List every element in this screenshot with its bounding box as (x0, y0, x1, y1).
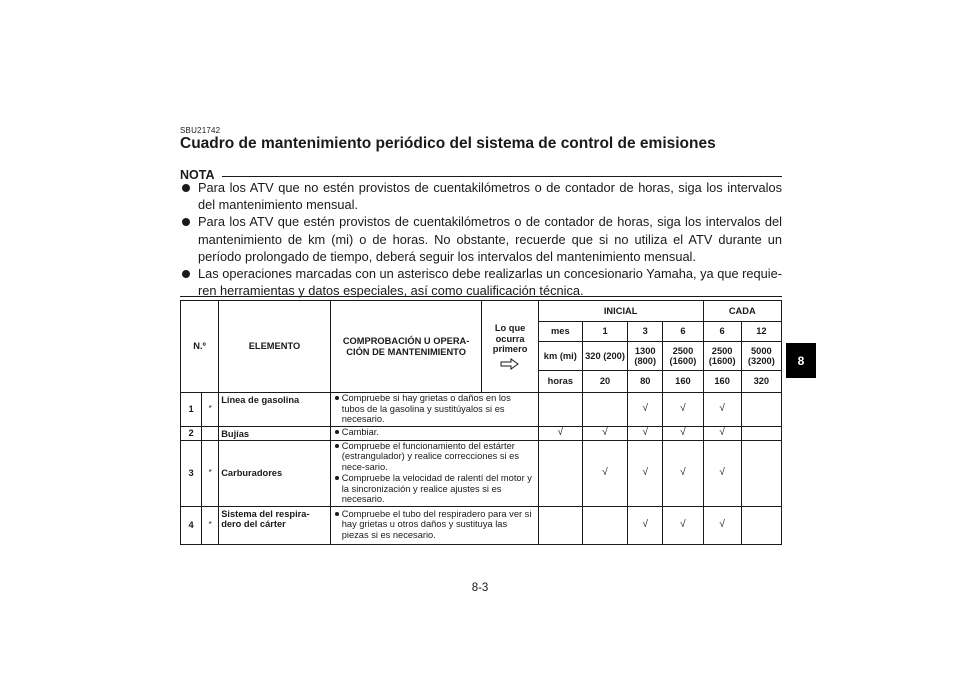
hours-cell: 160 (663, 371, 703, 393)
check-mark: √ (703, 426, 741, 440)
row-checks (330, 426, 538, 440)
note-list (180, 179, 782, 299)
page-title: Cuadro de mantenimiento periódico del sistema de control de emisiones (180, 135, 716, 152)
header-every: CADA (703, 301, 781, 322)
row-item: Línea de gasolina (219, 393, 331, 427)
check-mark: √ (703, 393, 741, 427)
row-item: Bujías (219, 426, 331, 440)
chapter-tab: 8 (786, 343, 816, 378)
row-checks (330, 440, 538, 506)
asterisk-mark: * (202, 393, 219, 427)
check-mark: √ (582, 426, 627, 440)
note-label: NOTA (180, 168, 215, 182)
asterisk-mark: * (202, 506, 219, 544)
check-mark: √ (663, 393, 703, 427)
note-end-rule (180, 296, 782, 297)
table-row (181, 506, 782, 544)
hours-cell: 320 (741, 371, 781, 393)
check-mark: √ (663, 506, 703, 544)
month-cell: 12 (741, 322, 781, 342)
note-item: Para los ATV que estén provistos de cuentakilómetros o de contador de horas, siga los intervalos del mantenimiento de km (mi) o de horas. No obstante, recuerde que si no utiliza el ATV durante un período prolongado de tiempo, deberá seguir los intervalos del mantenimiento mensual. (180, 213, 782, 265)
km-label: km (mi) (538, 342, 582, 371)
row-item: Carburadores (219, 440, 331, 506)
row-item: Sistema del respira-dero del cárter (219, 506, 331, 544)
row-checks (330, 393, 538, 427)
header-whichever-text: Lo que ocurra primero (492, 323, 528, 355)
month-cell: 3 (628, 322, 663, 342)
header-initial: INICIAL (538, 301, 703, 322)
note-item: Para los ATV que no estén provistos de cuentakilómetros o de contador de horas, siga los intervalos del mantenimiento mensual. (180, 179, 782, 213)
hours-cell: 160 (703, 371, 741, 393)
row-number: 3 (181, 440, 202, 506)
km-cell: 1300 (800) (628, 342, 663, 371)
check-mark: √ (628, 393, 663, 427)
month-label: mes (538, 322, 582, 342)
hours-label: horas (538, 371, 582, 393)
check-text: Compruebe la velocidad de ralentí del motor y la sincronización y realice ajustes si es necesario. (333, 473, 536, 505)
maintenance-table (180, 300, 782, 545)
header-whichever (482, 301, 538, 393)
check-text: Cambiar. (333, 427, 536, 438)
header-no: N.º (181, 301, 219, 393)
check-mark: √ (628, 440, 663, 506)
table-row (181, 393, 782, 427)
check-mark: √ (703, 506, 741, 544)
row-number: 4 (181, 506, 202, 544)
check-mark: √ (663, 440, 703, 506)
asterisk-mark (202, 426, 219, 440)
km-cell: 2500 (1600) (663, 342, 703, 371)
month-cell: 6 (703, 322, 741, 342)
note-item: Las operaciones marcadas con un asterisco debe realizarlas un concesionario Yamaha, ya que requie-ren herramientas y datos especiales, así como cualificación técnica. (180, 265, 782, 299)
page-number: 8-3 (471, 582, 489, 594)
row-number: 1 (181, 393, 202, 427)
check-mark: √ (628, 506, 663, 544)
section-code: SBU21742 (180, 126, 221, 135)
month-cell: 6 (663, 322, 703, 342)
check-mark: √ (703, 440, 741, 506)
row-checks (330, 506, 538, 544)
table-row (181, 426, 782, 440)
hours-cell: 20 (582, 371, 627, 393)
check-mark: √ (582, 440, 627, 506)
km-cell: 5000 (3200) (741, 342, 781, 371)
row-number: 2 (181, 426, 202, 440)
header-item: ELEMENTO (219, 301, 331, 393)
check-mark: √ (663, 426, 703, 440)
check-text: Compruebe si hay grietas o daños en los tubos de la gasolina y sustitúyalos si es necesario. (333, 393, 536, 425)
check-text: Compruebe el funcionamiento del estárter (estrangulador) y realice correcciones si es nece-sario. (333, 441, 536, 473)
hours-cell: 80 (628, 371, 663, 393)
header-check: COMPROBACIÓN U OPERA-CIÓN DE MANTENIMIENTO (330, 301, 482, 393)
km-cell: 320 (200) (582, 342, 627, 371)
km-cell: 2500 (1600) (703, 342, 741, 371)
check-text: Compruebe el tubo del respiradero para ver si hay grietas u otros daños y sustituya las piezas si es necesario. (333, 509, 536, 541)
note-rule (222, 176, 782, 177)
table-row (181, 440, 782, 506)
arrow-right-icon (500, 358, 520, 370)
check-mark: √ (628, 426, 663, 440)
asterisk-mark: * (202, 440, 219, 506)
check-mark: √ (538, 426, 582, 440)
month-cell: 1 (582, 322, 627, 342)
